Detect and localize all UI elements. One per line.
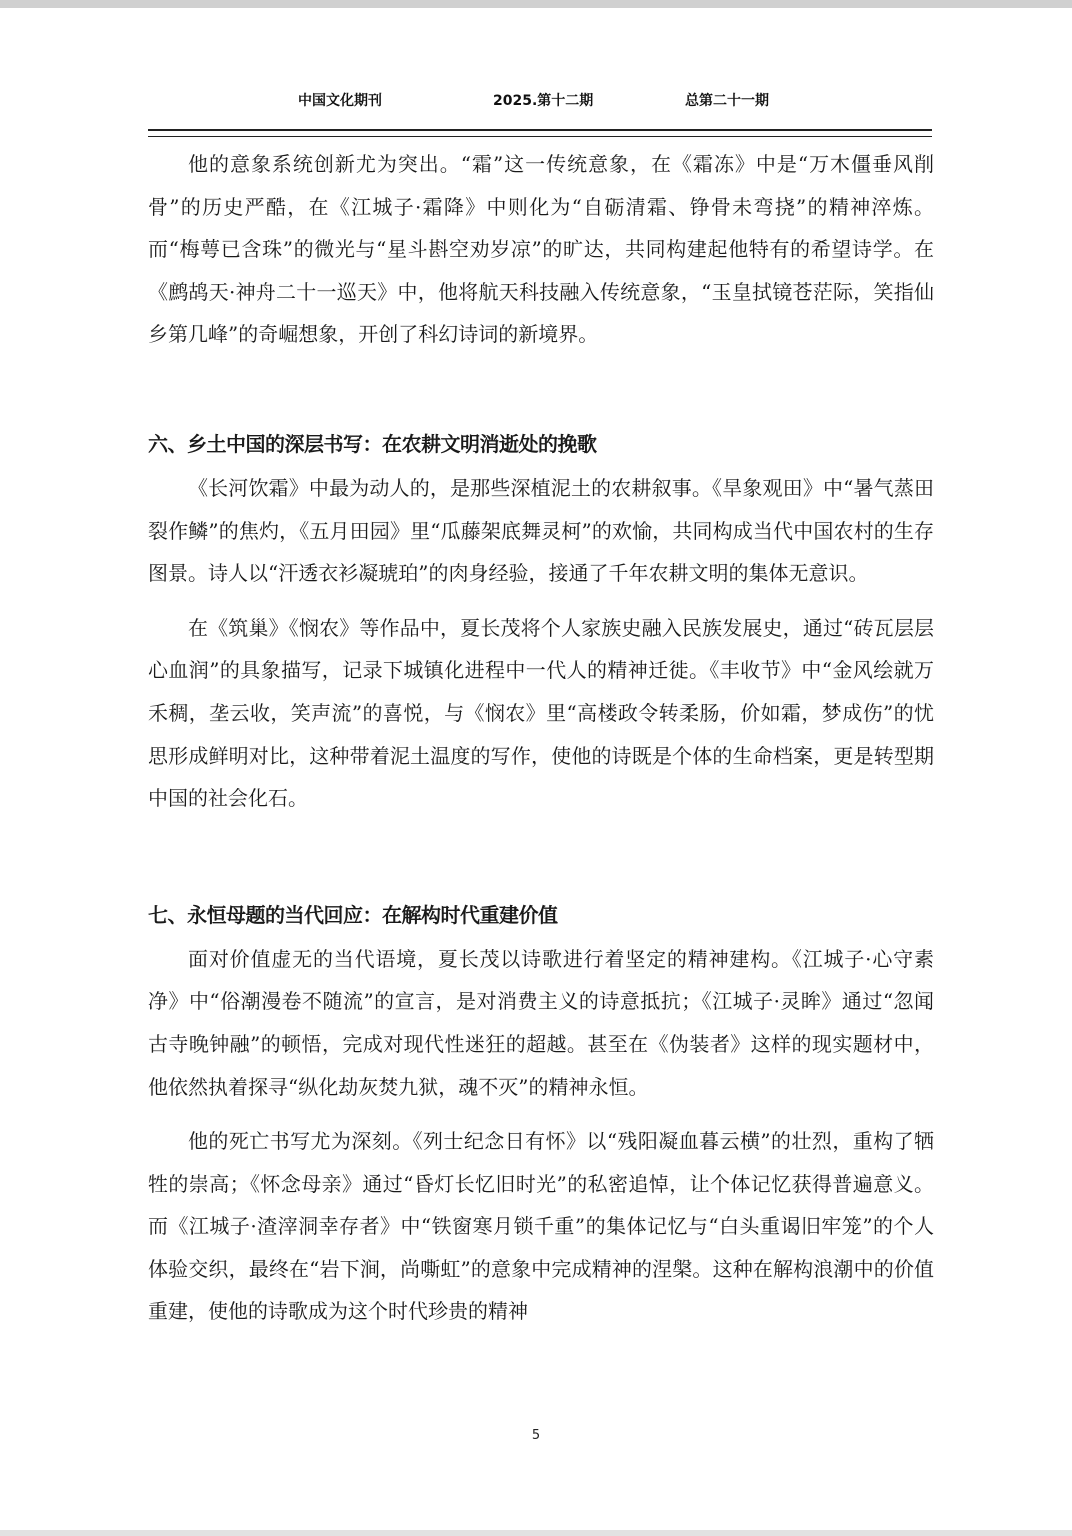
header-rule-thin bbox=[148, 136, 932, 137]
paragraph-value-construction: 面对价值虚无的当代语境，夏长茂以诗歌进行着坚定的精神建构。《江城子·心守素净》中“俗潮漫卷不随流”的宣言，是对消费主义的诗意抵抗；《江城子·灵眸》通过“忽闻古寺晚钟融”的顿悟，完成对现代性迷狂的超越。甚至在《伪装者》这样的现实题材中，他依然执着探寻“纵化劫灰焚九狱，魂不灭”的精神永恒。 bbox=[148, 946, 934, 1099]
bottom-edge-strip bbox=[0, 1530, 1072, 1536]
section-heading-6: 六、乡土中国的深层书写：在农耕文明消逝处的挽歌 bbox=[148, 431, 597, 456]
paragraph-imagery: 他的意象系统创新尤为突出。“霜”这一传统意象，在《霜冻》中是“万木僵垂风削骨”的历史严酷，在《江城子·霜降》中则化为“自砺清霜、铮骨未弯挠”的精神淬炼。而“梅萼已含珠”的微光与“星斗斟空劝岁凉”的旷达，共同构建起他特有的希望诗学。在《鹧鸪天·神舟二十一巡天》中，他将航天科技融入传统意象，“玉皇拭镜苍茫际，笑指仙乡第几峰”的奇崛想象，开创了科幻诗词的新境界。 bbox=[148, 152, 934, 347]
paragraph-death-writing: 他的死亡书写尤为深刻。《列士纪念日有怀》以“残阳凝血暮云横”的壮烈，重构了牺牲的崇高；《怀念母亲》通过“昏灯长忆旧时光”的私密追悼，让个体记忆获得普遍意义。而《江城子·渣滓洞幸存者》中“铁窗寒月锁千重”的集体记忆与“白头重谒旧牢笼”的个人体验交织，最终在“岩下涧，尚嘶虹”的意象中完成精神的涅槃。这种在解构浪潮中的价值重建，使他的诗歌成为这个时代珍贵的精神 bbox=[148, 1129, 934, 1324]
journal-name: 中国文化期刊 bbox=[298, 93, 382, 109]
paragraph-farming-narrative: 《长河饮霜》中最为动人的，是那些深植泥土的农耕叙事。《旱象观田》中“暑气蒸田裂作鳞”的焦灼，《五月田园》里“瓜藤架底舞灵柯”的欢愉，共同构成当代中国农村的生存图景。诗人以“汗透衣衫凝琥珀”的肉身经验，接通了千年农耕文明的集体无意识。 bbox=[148, 475, 934, 586]
total-issue-number: 总第二十一期 bbox=[685, 93, 769, 109]
header-rule-thick bbox=[148, 129, 932, 131]
section-heading-7: 七、永恒母题的当代回应：在解构时代重建价值 bbox=[148, 902, 558, 927]
article-body bbox=[148, 143, 934, 1333]
page-number: 5 bbox=[531, 1428, 541, 1443]
issue-number: 2025.第十二期 bbox=[493, 93, 594, 109]
top-edge-strip bbox=[0, 0, 1072, 8]
paragraph-family-history: 在《筑巢》《悯农》等作品中，夏长茂将个人家族史融入民族发展史，通过“砖瓦层层心血润”的具象描写，记录下城镇化进程中一代人的精神迁徙。《丰收节》中“金风绘就万禾稠，垄云收，笑声流”的喜悦，与《悯农》里“高楼政令转柔肠，价如霜，梦成伤”的忧思形成鲜明对比，这种带着泥土温度的写作，使他的诗既是个体的生命档案，更是转型期中国的社会化石。 bbox=[148, 615, 934, 811]
running-header bbox=[148, 88, 932, 112]
